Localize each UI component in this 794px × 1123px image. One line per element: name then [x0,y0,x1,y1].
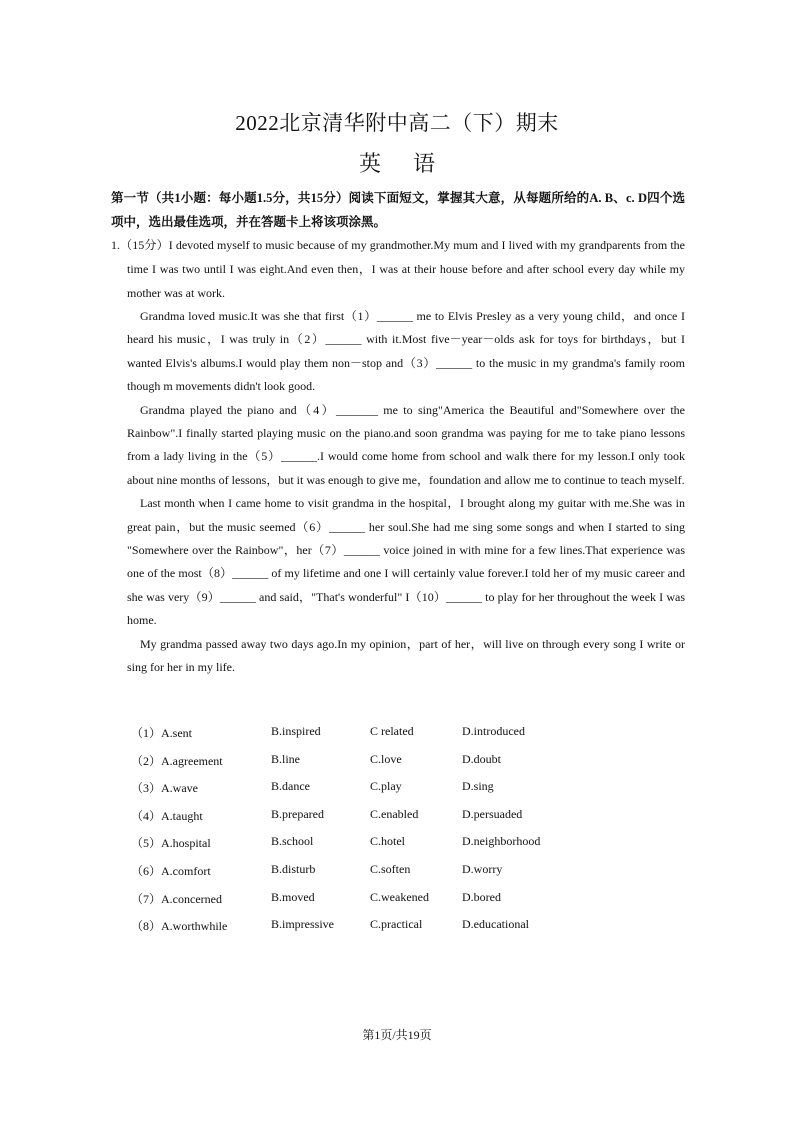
option-c: C.weakened [370,889,429,904]
option-c: C.play [370,779,402,794]
option-row [131,803,691,831]
page-number: 第1页/共19页 [362,1028,432,1042]
option-row [131,775,691,803]
option-a: （8）A.worthwhile [131,919,228,934]
option-d: D.bored [462,889,501,904]
passage-paragraph-2: Grandma loved music.It was she that first（1）______ me to Elvis Presley as a very young child，and once I heard his music，I was truly in（2）______ with it.Most five－year－olds ask for toys for birthdays，but I wanted Elvis's albums.I would play them non－stop and（3）______ to the music in my grandma's family room though m movements didn't look good. [127,309,685,394]
reading-passage [111,233,685,680]
passage-paragraph-5: My grandma passed away two days ago.In my opinion，part of her，will live on through every song I write or sing for her in my life. [127,636,685,675]
option-row [131,830,691,858]
option-row [131,886,691,914]
option-d: D.persuaded [462,806,523,821]
option-a: （2）A.agreement [131,753,223,768]
option-d: D.introduced [462,724,525,738]
option-a: （5）A.hospital [131,836,211,851]
option-row [131,748,691,776]
option-b: B.impressive [271,917,334,932]
passage-paragraph-3: Grandma played the piano and（4）_______ me to sing"America the Beautiful and"Somewhere over the Rainbow".I finally started playing music on the piano.and soon grandma was paying for me to take piano lessons from a lady living in the（5）______.I would come home from school and walk there for my lesson.I only took about nine months of lessons，but it was enough to give me，foundation and allow me to continue to teach myself. [127,402,685,487]
option-a: （7）A.concerned [131,891,222,906]
option-d: D.worry [462,861,503,876]
option-a: （3）A.wave [131,781,198,796]
option-c: C.love [370,751,402,766]
option-b: B.dance [271,779,310,794]
option-d: D.neighborhood [462,834,541,849]
option-c: C.enabled [370,806,419,821]
option-b: B.moved [271,889,315,904]
option-c: C.soften [370,861,411,876]
option-c: C.hotel [370,834,405,849]
option-row [131,913,691,941]
option-a: （1）A.sent [131,726,192,740]
option-b: B.school [271,834,314,849]
subject-title: 英语 [358,151,467,176]
option-row [131,858,691,886]
option-row [131,720,691,748]
option-b: B.prepared [271,806,324,821]
option-d: D.educational [462,917,529,932]
option-c: C.practical [370,917,423,932]
option-b: B.inspired [271,724,321,738]
option-b: B.line [271,751,300,766]
option-a: （4）A.taught [131,808,203,823]
passage-paragraph-4: Last month when I came home to visit grandma in the hospital，I brought along my guitar with me.She was in great pain，but the music seemed（6）______ her soul.She had me sing some songs and when I started to sing "Somewhere over the Rainbow"，her（7）______ voice joined in with mine for a few lines.That experience was one of the most（8）______ of my lifetime and one I will certainly value forever.I told her of my music career and she was very（9）______ and said，"That's wonderful" I（10）______ to play for her throughout the week I was home. [127,496,685,628]
option-d: D.sing [462,779,494,794]
option-a: （6）A.comfort [131,863,211,878]
page-title: 2022北京清华附中高二（下）期末 [235,111,559,135]
section-instructions: 第一节（共1小题：每小题1.5分，共15分）阅读下面短文，掌握其大意，从每题所给的A. B、c. D四个选项中，选出最佳选项，并在答题卡上将该项涂黑。 [111,191,685,229]
answer-options [131,720,691,941]
passage-paragraph-1: 1.（15分）I devoted myself to music because of my grandmother.My mum and I lived with my grandparents from the time I was two until I was eight.And even then，I was at their house before and after school every day while my mother was at work. [111,238,685,300]
option-c: C related [370,724,414,738]
option-b: B.disturb [271,861,316,876]
option-d: D.doubt [462,751,501,766]
